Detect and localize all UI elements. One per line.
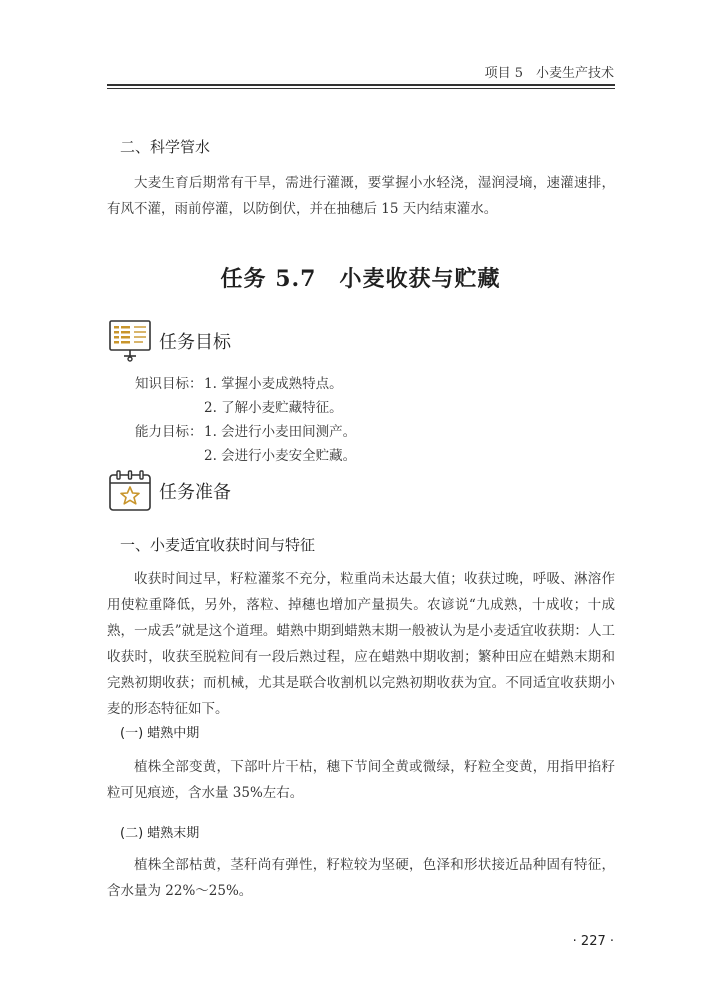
harvest-time-text: 收获时间过早，籽粒灌浆不充分，粒重尚未达最大值；收获过晚，呼吸、淋溶作用使粒重降低，另外，落粒、掉穗也增加产量损失。农谚说“九成熟，十成收；十成熟，一成丢”就是这个道理。蜡熟中期到蜡熟末期一般被认为是小麦适宜收获期：人工收获时，收获至脱粒间有一段后熟过程，应在蜡熟中期收割；繁种田应在蜡熟末期和完熟初期收获；而机械，尤其是联合收割机以完熟初期收获为宜。不同适宜收获期小麦的形态特征如下。 xyxy=(107,571,615,717)
preparation-heading xyxy=(107,468,231,514)
running-head: 项目 5 小麦生产技术 xyxy=(484,66,614,81)
section-water-text: 大麦生育后期常有干旱，需进行灌溉，要掌握小水轻浇，湿润浸墒，速灌速排，有风不灌，雨前停灌，以防倒伏，并在抽穗后 15 天内结束灌水。 xyxy=(107,175,615,217)
ability-goal-item-2: 2. 会进行小麦安全贮藏。 xyxy=(204,448,357,464)
stage2-text: 植株全部枯黄，茎秆尚有弹性，籽粒较为坚硬，色泽和形状接近品种固有特征，含水量为 22%～25%。 xyxy=(107,857,615,899)
knowledge-goal-item-1: 1. 掌握小麦成熟特点。 xyxy=(204,376,343,392)
stage1-heading: (一) 蜡熟中期 xyxy=(120,726,200,741)
ability-goal-item-1: 1. 会进行小麦田间测产。 xyxy=(204,424,357,440)
presentation-board-icon xyxy=(107,318,153,364)
knowledge-goal-label: 知识目标： xyxy=(135,376,203,392)
section-water-heading: 二、科学管水 xyxy=(120,138,211,156)
preparation-heading-label: 任务准备 xyxy=(159,482,231,503)
objectives-heading xyxy=(107,318,231,364)
objectives-heading-label: 任务目标 xyxy=(159,332,231,353)
stage2-heading: (二) 蜡熟末期 xyxy=(120,826,200,841)
knowledge-goal-item-2: 2. 了解小麦贮藏特征。 xyxy=(204,400,343,416)
page-number: · 227 · xyxy=(572,934,614,949)
harvest-time-heading: 一、小麦适宜收获时间与特征 xyxy=(120,536,316,554)
stage1-text: 植株全部变黄，下部叶片干枯，穗下节间全黄或微绿，籽粒全变黄，用指甲掐籽粒可见痕迹，含水量 35%左右。 xyxy=(107,759,615,801)
calendar-star-icon xyxy=(107,468,153,514)
ability-goal-label: 能力目标： xyxy=(135,424,203,440)
header-rule-thick xyxy=(107,84,615,86)
header-rule-thin xyxy=(107,88,615,89)
task-title: 任务 5.7 小麦收获与贮藏 xyxy=(220,266,501,292)
